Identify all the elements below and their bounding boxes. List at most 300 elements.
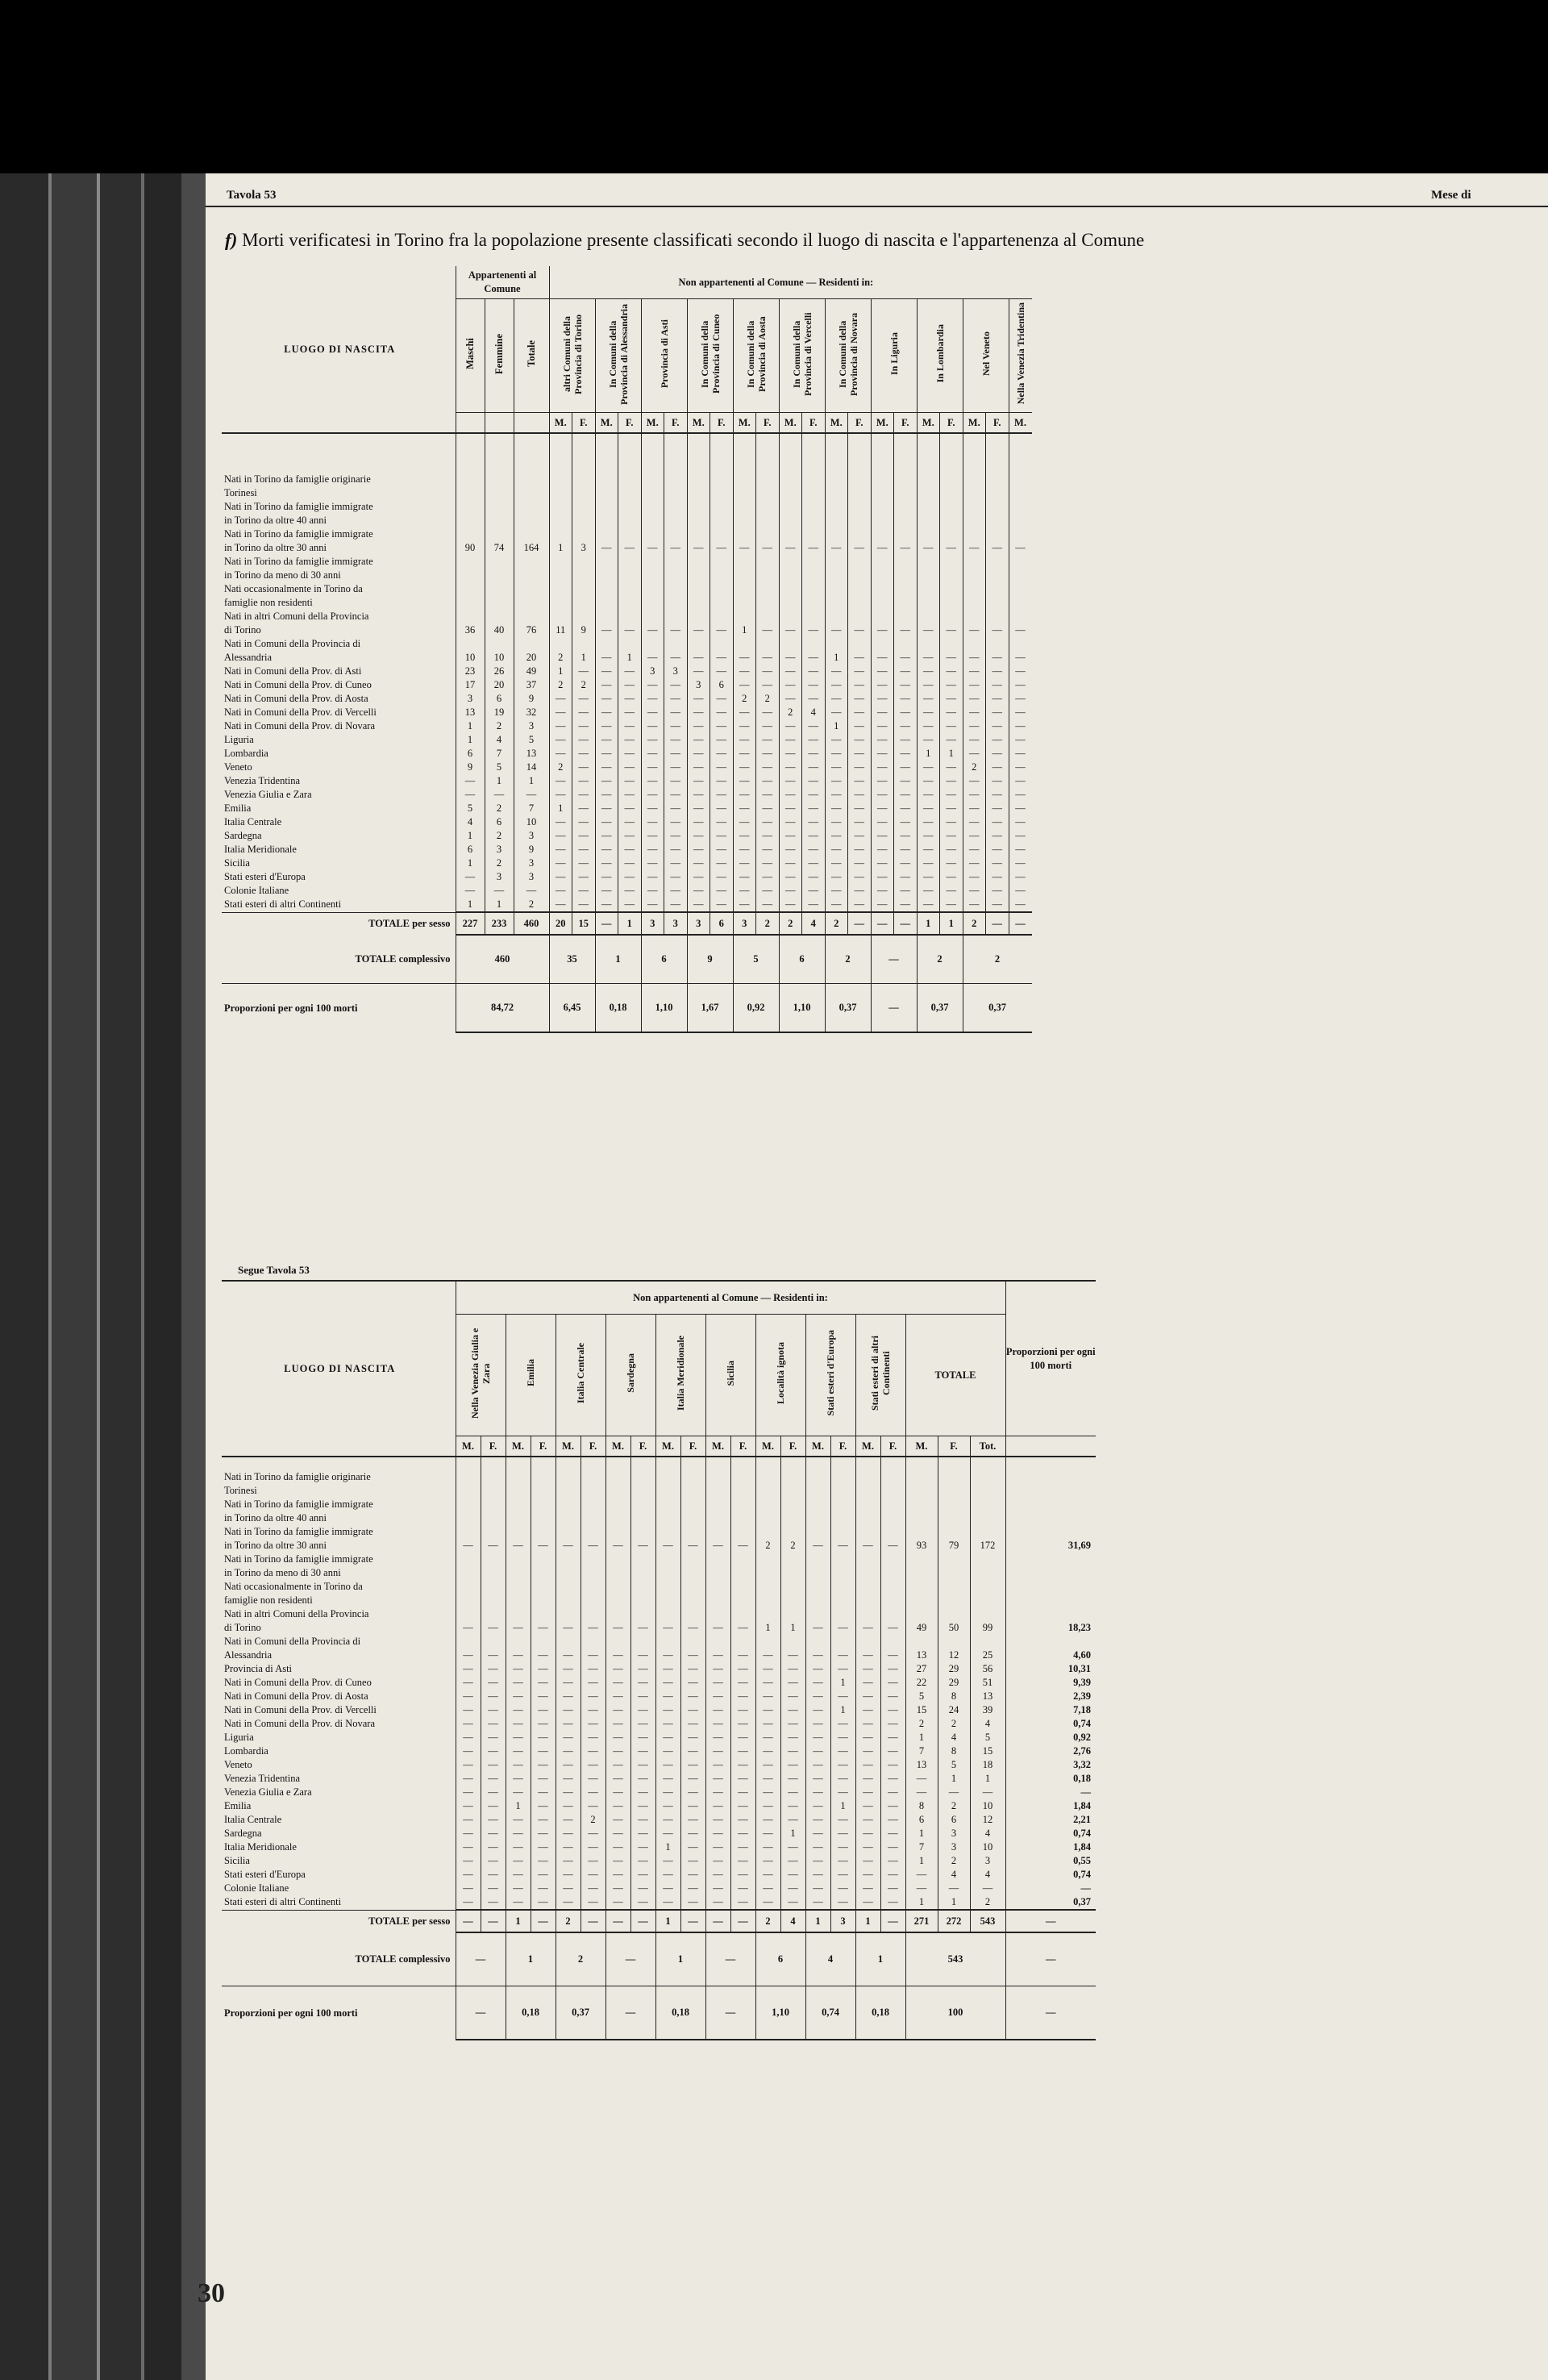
table-row [222, 1566, 1096, 1580]
table-cell: — [756, 884, 780, 898]
row-label: Nati occasionalmente in Torino da [224, 583, 363, 594]
table-cell [618, 486, 642, 500]
table-cell: 1,84 [1005, 1840, 1096, 1854]
table-cell: — [855, 1827, 880, 1840]
table-cell [986, 486, 1009, 500]
table-cell [630, 1553, 655, 1566]
table-cell [905, 1607, 938, 1621]
table-cell: — [780, 1813, 805, 1827]
spacer-cell [730, 1457, 755, 1470]
totale-compl-cell: 6 [779, 935, 825, 984]
table-cell: — [556, 1717, 580, 1731]
table-cell: — [549, 733, 572, 747]
table-cell: — [802, 747, 826, 761]
table-cell [830, 1511, 855, 1525]
table-cell [655, 1525, 680, 1539]
table-cell [580, 1635, 605, 1648]
table-cell: — [802, 623, 826, 637]
table-cell: 0,55 [1005, 1854, 1096, 1868]
table-cell: — [556, 1827, 580, 1840]
table-cell [894, 637, 918, 651]
table-cell: — [917, 788, 940, 802]
table-cell: — [572, 761, 596, 774]
table-cell: — [963, 802, 986, 815]
table-cell [894, 555, 918, 569]
table-cell: — [805, 1772, 830, 1786]
table-cell: 29 [938, 1676, 970, 1690]
spacer-cell [970, 1457, 1005, 1470]
table-cell: — [710, 788, 734, 802]
table-cell: — [506, 1895, 531, 1910]
row-label: Stati esteri d'Europa [224, 1869, 306, 1880]
table-cell: — [705, 1827, 730, 1840]
table-cell: — [556, 1758, 580, 1772]
table-cell: — [456, 1772, 481, 1786]
table-cell [531, 1484, 556, 1498]
table-cell [986, 555, 1009, 569]
totale-compl-cell: — [871, 935, 917, 984]
bottom-table [222, 1280, 1096, 2040]
spacer-cell [963, 433, 986, 473]
mf-m: M. [825, 413, 848, 434]
table-cell: — [531, 1703, 556, 1717]
scan-left-edge [0, 173, 206, 2380]
table-cell [880, 1511, 905, 1525]
table-cell: — [618, 774, 642, 788]
table-cell [755, 1484, 780, 1498]
table-cell: — [456, 1676, 481, 1690]
table-cell: — [802, 692, 826, 706]
table-cell [830, 1470, 855, 1484]
totale-cell: — [630, 1910, 655, 1932]
table-cell: — [641, 706, 664, 719]
table-cell: — [871, 678, 894, 692]
table-cell: 90 [456, 541, 485, 555]
mf-f: F. [730, 1436, 755, 1457]
table-cell [970, 1566, 1005, 1580]
table-cell: — [655, 1895, 680, 1910]
table-cell: — [756, 761, 780, 774]
table-cell: — [556, 1731, 580, 1744]
table-cell: — [687, 706, 710, 719]
table-cell [1005, 1566, 1096, 1580]
table-cell [680, 1525, 705, 1539]
totale-compl-cell: 6 [641, 935, 687, 984]
table-cell: — [940, 774, 963, 788]
table-cell: — [871, 843, 894, 857]
table-cell: — [779, 733, 802, 747]
table-cell [705, 1470, 730, 1484]
table-cell: — [871, 733, 894, 747]
mf-f: F. [710, 413, 734, 434]
table-cell [641, 514, 664, 527]
table-cell [780, 1553, 805, 1566]
table-cell: 1 [780, 1621, 805, 1635]
table-cell [680, 1635, 705, 1648]
table-cell: — [580, 1758, 605, 1772]
totale-compl-cell: 1 [506, 1932, 556, 1986]
table-cell [664, 486, 688, 500]
table-cell: — [531, 1648, 556, 1662]
table-row [222, 1676, 1096, 1690]
table-cell: — [755, 1717, 780, 1731]
table-cell: — [710, 719, 734, 733]
row-label: in Torino da oltre 40 anni [224, 515, 327, 526]
table-cell: — [549, 747, 572, 761]
table-cell: — [618, 706, 642, 719]
table-cell [917, 473, 940, 486]
table-cell: 3 [664, 665, 688, 678]
table-cell: — [986, 870, 1009, 884]
table-cell [485, 610, 514, 623]
mf-m: M. [456, 1436, 481, 1457]
table-cell: — [618, 747, 642, 761]
table-cell: — [481, 1786, 506, 1799]
table-cell: — [680, 1758, 705, 1772]
table-cell [506, 1484, 531, 1498]
spacer-cell [938, 1457, 970, 1470]
spacer-cell [780, 1457, 805, 1470]
table-cell: 4 [970, 1868, 1005, 1882]
table-cell: — [825, 665, 848, 678]
res-col-label: Sardegna [625, 1353, 636, 1393]
table-cell [506, 1525, 531, 1539]
table-cell: — [680, 1813, 705, 1827]
table-cell: — [880, 1703, 905, 1717]
table-cell: — [481, 1744, 506, 1758]
table-cell [938, 1553, 970, 1566]
table-cell [830, 1635, 855, 1648]
table-cell [880, 1553, 905, 1566]
table-cell: 20 [485, 678, 514, 692]
table-cell: — [531, 1813, 556, 1827]
table-row [222, 596, 1040, 610]
table-cell: — [855, 1882, 880, 1895]
table-cell: — [855, 1895, 880, 1910]
table-cell: — [756, 843, 780, 857]
table-cell: — [805, 1827, 830, 1840]
table-cell: 3 [938, 1840, 970, 1854]
mf-f: F. [580, 1436, 605, 1457]
table-cell [605, 1607, 630, 1621]
table-cell: — [514, 788, 549, 802]
table-cell: — [641, 733, 664, 747]
table-cell: 8 [905, 1799, 938, 1813]
table-cell: — [780, 1882, 805, 1895]
table-cell: — [730, 1854, 755, 1868]
table-cell: — [830, 1744, 855, 1758]
totale-compl-cell: 1 [855, 1932, 905, 1986]
table-cell: — [630, 1868, 655, 1882]
table-cell: — [733, 774, 756, 788]
table-cell [963, 569, 986, 582]
table-cell: — [871, 692, 894, 706]
res-col-label: Nel Veneto [980, 331, 992, 376]
table-cell: — [1009, 541, 1032, 555]
table-cell: — [880, 1840, 905, 1854]
table-cell [733, 555, 756, 569]
table-cell: — [1005, 1786, 1096, 1799]
table-cell: — [1009, 761, 1032, 774]
res-col-4 [655, 1315, 705, 1436]
table-cell: 1 [572, 651, 596, 665]
table-cell [456, 596, 485, 610]
table-cell [664, 582, 688, 596]
table-cell: — [940, 719, 963, 733]
table-cell: 3 [485, 870, 514, 884]
table-cell: — [1009, 774, 1032, 788]
proporzioni-cell: 84,72 [456, 984, 549, 1033]
table-cell: — [680, 1648, 705, 1662]
table-cell [641, 555, 664, 569]
table-cell [871, 486, 894, 500]
table-cell: — [710, 898, 734, 912]
table-cell: 4 [970, 1827, 1005, 1840]
table-cell: — [664, 870, 688, 884]
table-cell: — [830, 1690, 855, 1703]
totale-compl-cell: 5 [733, 935, 779, 984]
table-cell: — [917, 706, 940, 719]
table-cell [805, 1498, 830, 1511]
table-cell: — [710, 761, 734, 774]
table-cell: 9 [456, 761, 485, 774]
spacer-cell [687, 433, 710, 473]
table-cell: — [830, 1813, 855, 1827]
table-cell: — [825, 761, 848, 774]
table-cell: — [986, 788, 1009, 802]
table-cell: — [481, 1676, 506, 1690]
table-cell [733, 500, 756, 514]
table-cell [549, 473, 572, 486]
table-cell: — [871, 857, 894, 870]
row-label: Sicilia [224, 857, 250, 869]
table-cell: — [963, 884, 986, 898]
spacer-cell [830, 1457, 855, 1470]
table-cell: — [687, 623, 710, 637]
table-row [222, 898, 1040, 912]
table-cell: — [595, 623, 618, 637]
table-cell: — [755, 1882, 780, 1895]
table-cell: — [664, 802, 688, 815]
table-cell [595, 473, 618, 486]
table-cell: 17 [456, 678, 485, 692]
table-cell [756, 582, 780, 596]
res-col-7 [805, 1315, 855, 1436]
table-cell [664, 610, 688, 623]
table-cell: — [730, 1772, 755, 1786]
table-cell [580, 1566, 605, 1580]
table-cell: — [595, 788, 618, 802]
table-cell: — [506, 1717, 531, 1731]
table-cell: — [710, 747, 734, 761]
table-cell: — [655, 1731, 680, 1744]
table-cell: 25 [970, 1648, 1005, 1662]
table-cell [556, 1484, 580, 1498]
table-cell: — [605, 1690, 630, 1703]
table-cell: — [531, 1827, 556, 1840]
table-row [222, 1895, 1096, 1910]
table-cell [938, 1470, 970, 1484]
proporzioni-cell: 1,10 [641, 984, 687, 1033]
table-cell: — [641, 719, 664, 733]
table-cell: — [805, 1840, 830, 1854]
table-cell: — [756, 802, 780, 815]
table-cell: — [825, 678, 848, 692]
table-cell: — [733, 541, 756, 555]
table-cell [456, 1553, 481, 1566]
table-cell [655, 1484, 680, 1498]
totale-cell: 4 [780, 1910, 805, 1932]
table-cell [938, 1635, 970, 1648]
spacer-cell [855, 1457, 880, 1470]
table-cell: — [805, 1813, 830, 1827]
table-cell: — [506, 1813, 531, 1827]
table-cell: 1 [485, 774, 514, 788]
table-cell [963, 473, 986, 486]
table-cell: — [855, 1717, 880, 1731]
table-cell: — [871, 719, 894, 733]
table-cell: — [531, 1744, 556, 1758]
proporzioni-cell: 0,37 [825, 984, 871, 1033]
table-cell: — [641, 815, 664, 829]
table-cell: — [755, 1703, 780, 1717]
table-cell: — [825, 843, 848, 857]
table-cell: — [580, 1895, 605, 1910]
table-cell: 2 [485, 719, 514, 733]
table-cell: 1 [905, 1827, 938, 1840]
table-cell: — [481, 1662, 506, 1676]
app-col-1 [485, 299, 514, 413]
table-cell: — [595, 857, 618, 870]
spacer-cell [595, 433, 618, 473]
table-cell: — [730, 1703, 755, 1717]
table-cell: — [880, 1539, 905, 1553]
table-cell: — [780, 1840, 805, 1854]
table-cell: 1 [917, 747, 940, 761]
table-cell: — [755, 1895, 780, 1910]
table-cell: — [1009, 815, 1032, 829]
table-cell [963, 637, 986, 651]
totale-compl-cell: 2 [917, 935, 963, 984]
table-cell [825, 486, 848, 500]
table-cell: — [680, 1717, 705, 1731]
table-cell: — [730, 1786, 755, 1799]
table-cell: — [630, 1895, 655, 1910]
table-row [222, 1648, 1096, 1662]
proporzioni-cell: — [871, 984, 917, 1033]
table-cell: 4 [485, 733, 514, 747]
proporzioni-cell: 100 [905, 1986, 1005, 2040]
table-cell [779, 514, 802, 527]
table-cell: — [880, 1882, 905, 1895]
table-cell: — [481, 1690, 506, 1703]
row-label: Nati in Torino da famiglie immigrate [224, 1553, 373, 1565]
spacer [222, 433, 456, 473]
table-cell [802, 555, 826, 569]
table-cell: — [871, 870, 894, 884]
table-cell: — [710, 541, 734, 555]
table-cell: — [848, 857, 872, 870]
row-label: Provincia di Asti [224, 1663, 293, 1674]
table-cell [855, 1594, 880, 1607]
table-cell: — [963, 747, 986, 761]
spacer-cell [618, 433, 642, 473]
table-cell [641, 473, 664, 486]
table-cell: — [1009, 788, 1032, 802]
table-cell: — [779, 802, 802, 815]
totale-per-sesso-row [222, 912, 1040, 935]
totale-cell: 233 [485, 912, 514, 935]
table-cell: — [780, 1772, 805, 1786]
res-col-label: Emilia [525, 1359, 536, 1387]
row-label: Nati in Torino da famiglie immigrate [224, 1498, 373, 1510]
table-cell [963, 486, 986, 500]
table-cell [756, 514, 780, 527]
table-cell: — [710, 857, 734, 870]
table-cell [630, 1470, 655, 1484]
table-cell [531, 1553, 556, 1566]
table-cell [618, 637, 642, 651]
table-cell: 99 [970, 1621, 1005, 1635]
table-cell [687, 514, 710, 527]
totale-cell: — [1009, 912, 1032, 935]
table-cell [894, 610, 918, 623]
table-cell: 32 [514, 706, 549, 719]
table-cell: — [595, 719, 618, 733]
table-cell [595, 527, 618, 541]
mf-f: F. [938, 1436, 970, 1457]
table-cell: — [580, 1868, 605, 1882]
table-cell: — [1009, 747, 1032, 761]
table-cell [556, 1594, 580, 1607]
table-cell: — [779, 761, 802, 774]
table-cell [940, 486, 963, 500]
table-cell: — [917, 843, 940, 857]
table-cell: — [641, 623, 664, 637]
table-cell [710, 500, 734, 514]
table-cell [1009, 486, 1032, 500]
table-cell [963, 514, 986, 527]
table-cell: — [664, 815, 688, 829]
table-cell: — [802, 843, 826, 857]
row-label: Sicilia [224, 1855, 250, 1866]
table-cell: — [917, 774, 940, 788]
table-cell: — [730, 1799, 755, 1813]
table-cell: — [605, 1703, 630, 1717]
table-cell: — [655, 1813, 680, 1827]
table-cell [549, 596, 572, 610]
totale-cell: 15 [572, 912, 596, 935]
mf-m: M. [705, 1436, 730, 1457]
table-cell: — [655, 1744, 680, 1758]
table-cell: — [605, 1772, 630, 1786]
table-cell [940, 473, 963, 486]
table-cell: — [705, 1868, 730, 1882]
table-cell: — [605, 1840, 630, 1854]
spacer-cell [580, 1457, 605, 1470]
table-cell: — [456, 1731, 481, 1744]
table-cell [825, 514, 848, 527]
table-cell: — [556, 1648, 580, 1662]
table-cell: 1 [905, 1854, 938, 1868]
table-cell: — [1009, 651, 1032, 665]
table-cell [549, 569, 572, 582]
table-cell [880, 1580, 905, 1594]
table-cell: — [880, 1772, 905, 1786]
table-row [222, 1511, 1096, 1525]
table-cell [531, 1635, 556, 1648]
table-cell [825, 596, 848, 610]
